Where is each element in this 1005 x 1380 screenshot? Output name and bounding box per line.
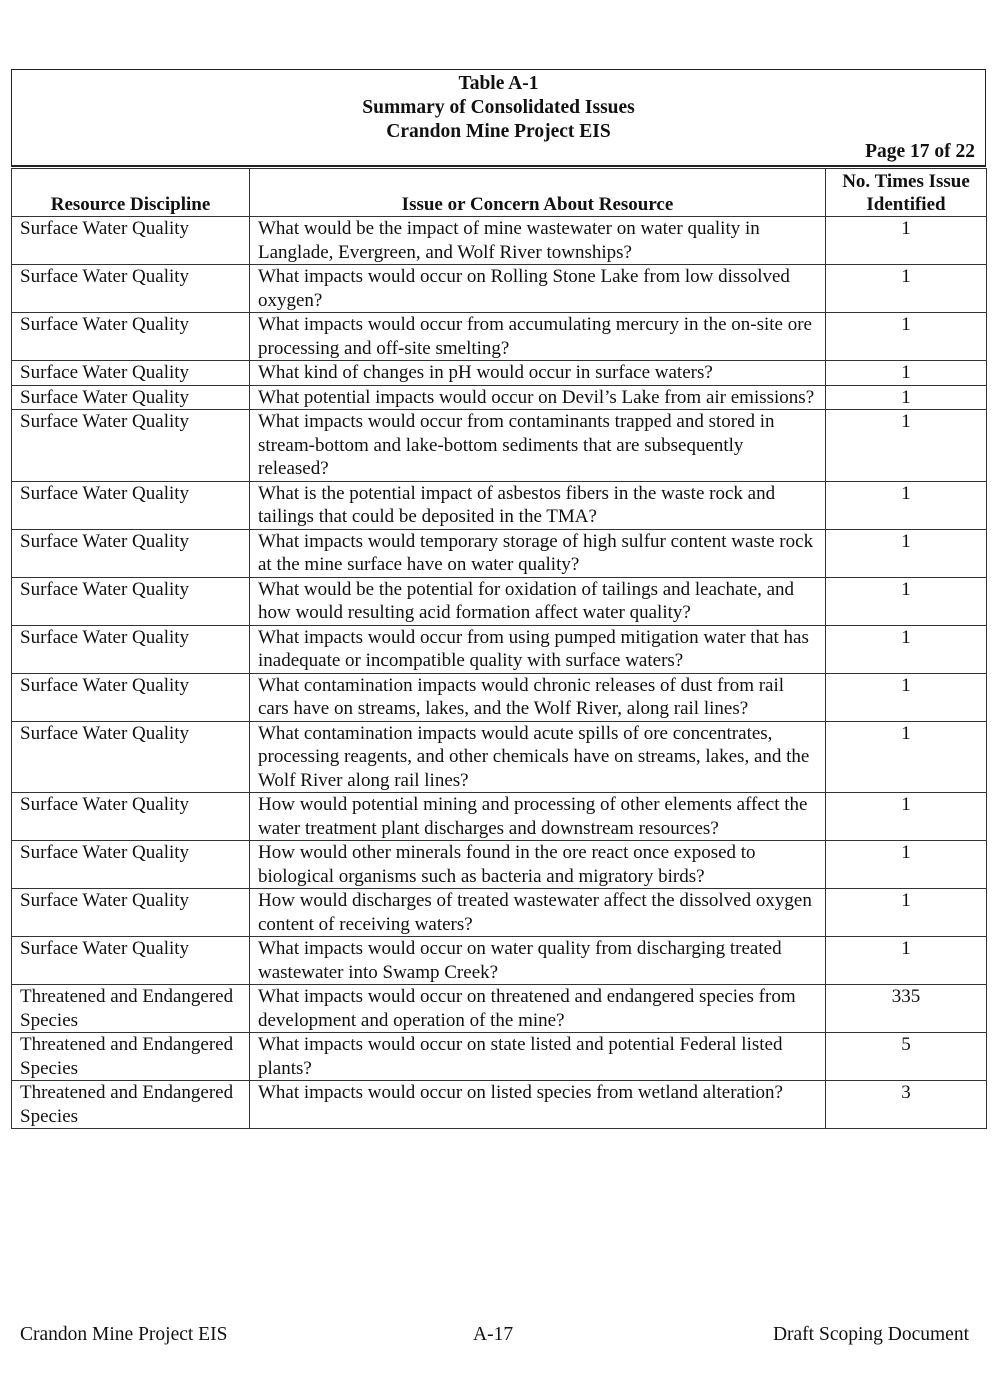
column-header-issue: Issue or Concern About Resource bbox=[250, 169, 826, 217]
table-row bbox=[12, 721, 987, 793]
footer-document-name: Crandon Mine Project EIS bbox=[20, 1324, 228, 1345]
column-header-count-line1: No. Times Issue bbox=[842, 171, 970, 192]
issue-cell: What impacts would occur on Rolling Stone Lake from low dissolved oxygen? bbox=[250, 265, 826, 313]
resource-cell: Surface Water Quality bbox=[12, 841, 250, 889]
title-line-table-number: Table A-1 bbox=[458, 73, 539, 94]
count-cell: 1 bbox=[826, 313, 987, 361]
count-cell: 1 bbox=[826, 481, 987, 529]
resource-cell: Surface Water Quality bbox=[12, 529, 250, 577]
resource-cell: Surface Water Quality bbox=[12, 577, 250, 625]
resource-cell: Surface Water Quality bbox=[12, 217, 250, 265]
table-row bbox=[12, 1033, 987, 1081]
table-row bbox=[12, 673, 987, 721]
resource-cell: Surface Water Quality bbox=[12, 937, 250, 985]
issue-cell: How would other minerals found in the ore react once exposed to biological organisms such as bacteria and migratory birds? bbox=[250, 841, 826, 889]
resource-cell: Surface Water Quality bbox=[12, 313, 250, 361]
title-line-project: Crandon Mine Project EIS bbox=[386, 121, 611, 142]
table-row bbox=[12, 793, 987, 841]
count-cell: 3 bbox=[826, 1081, 987, 1129]
count-cell: 1 bbox=[826, 265, 987, 313]
column-header-resource: Resource Discipline bbox=[12, 169, 250, 217]
count-cell: 1 bbox=[826, 673, 987, 721]
count-cell: 1 bbox=[826, 410, 987, 482]
table-row bbox=[12, 481, 987, 529]
table-header-row bbox=[12, 169, 987, 217]
count-cell: 1 bbox=[826, 937, 987, 985]
table-row bbox=[12, 265, 987, 313]
count-cell: 1 bbox=[826, 385, 987, 410]
table-row bbox=[12, 529, 987, 577]
table-row bbox=[12, 410, 987, 482]
table-title-box bbox=[11, 69, 986, 167]
title-line-summary: Summary of Consolidated Issues bbox=[362, 97, 635, 118]
issues-table bbox=[11, 168, 987, 1129]
count-cell: 1 bbox=[826, 889, 987, 937]
issue-cell: What kind of changes in pH would occur in surface waters? bbox=[250, 361, 826, 386]
resource-cell: Threatened and Endangered Species bbox=[12, 1033, 250, 1081]
count-cell: 1 bbox=[826, 793, 987, 841]
table-row bbox=[12, 361, 987, 386]
table-row bbox=[12, 625, 987, 673]
count-cell: 1 bbox=[826, 721, 987, 793]
issue-cell: What impacts would occur from contaminants trapped and stored in stream-bottom and lake-bottom sediments that are subsequently released? bbox=[250, 410, 826, 482]
issue-cell: How would potential mining and processing of other elements affect the water treatment plant discharges and downstream resources? bbox=[250, 793, 826, 841]
table-row bbox=[12, 937, 987, 985]
footer-document-type: Draft Scoping Document bbox=[772, 1324, 969, 1345]
resource-cell: Surface Water Quality bbox=[12, 361, 250, 386]
table-row bbox=[12, 313, 987, 361]
issue-cell: What impacts would temporary storage of high sulfur content waste rock at the mine surface have on water quality? bbox=[250, 529, 826, 577]
page-label: Page 17 of 22 bbox=[865, 141, 975, 162]
table-row bbox=[12, 385, 987, 410]
count-cell: 1 bbox=[826, 625, 987, 673]
table-row bbox=[12, 1081, 987, 1129]
issue-cell: What potential impacts would occur on Devil’s Lake from air emissions? bbox=[250, 385, 826, 410]
resource-cell: Surface Water Quality bbox=[12, 385, 250, 410]
table-row bbox=[12, 985, 987, 1033]
count-cell: 5 bbox=[826, 1033, 987, 1081]
issue-cell: What impacts would occur from using pumped mitigation water that has inadequate or incompatible quality with surface waters? bbox=[250, 625, 826, 673]
column-header-count bbox=[826, 169, 987, 217]
resource-cell: Surface Water Quality bbox=[12, 673, 250, 721]
table-row bbox=[12, 841, 987, 889]
resource-cell: Threatened and Endangered Species bbox=[12, 985, 250, 1033]
count-cell: 335 bbox=[826, 985, 987, 1033]
table-body bbox=[12, 217, 987, 1129]
table-row bbox=[12, 577, 987, 625]
table-row bbox=[12, 217, 987, 265]
issue-cell: What would be the potential for oxidation of tailings and leachate, and how would resulting acid formation affect water quality? bbox=[250, 577, 826, 625]
table-title bbox=[12, 72, 985, 144]
resource-cell: Surface Water Quality bbox=[12, 265, 250, 313]
column-header-count-line2: Identified bbox=[866, 194, 946, 215]
resource-cell: Surface Water Quality bbox=[12, 410, 250, 482]
issue-cell: What contamination impacts would chronic releases of dust from rail cars have on streams, lakes, and the Wolf River, along rail lines? bbox=[250, 673, 826, 721]
resource-cell: Surface Water Quality bbox=[12, 721, 250, 793]
issue-cell: What impacts would occur from accumulating mercury in the on-site ore processing and off-site smelting? bbox=[250, 313, 826, 361]
issue-cell: What contamination impacts would acute spills of ore concentrates, processing reagents, and other chemicals have on streams, lakes, and the Wolf River along rail lines? bbox=[250, 721, 826, 793]
resource-cell: Surface Water Quality bbox=[12, 889, 250, 937]
issue-cell: What impacts would occur on water quality from discharging treated wastewater into Swamp Creek? bbox=[250, 937, 826, 985]
issue-cell: What impacts would occur on state listed and potential Federal listed plants? bbox=[250, 1033, 826, 1081]
count-cell: 1 bbox=[826, 217, 987, 265]
issue-cell: What impacts would occur on listed species from wetland alteration? bbox=[250, 1081, 826, 1129]
table-row bbox=[12, 889, 987, 937]
resource-cell: Threatened and Endangered Species bbox=[12, 1081, 250, 1129]
resource-cell: Surface Water Quality bbox=[12, 793, 250, 841]
issue-cell: How would discharges of treated wastewater affect the dissolved oxygen content of receiving waters? bbox=[250, 889, 826, 937]
issue-cell: What impacts would occur on threatened and endangered species from development and operation of the mine? bbox=[250, 985, 826, 1033]
count-cell: 1 bbox=[826, 841, 987, 889]
issue-cell: What is the potential impact of asbestos fibers in the waste rock and tailings that could be deposited in the TMA? bbox=[250, 481, 826, 529]
count-cell: 1 bbox=[826, 529, 987, 577]
resource-cell: Surface Water Quality bbox=[12, 625, 250, 673]
resource-cell: Surface Water Quality bbox=[12, 481, 250, 529]
count-cell: 1 bbox=[826, 577, 987, 625]
issue-cell: What would be the impact of mine wastewater on water quality in Langlade, Evergreen, and Wolf River townships? bbox=[250, 217, 826, 265]
footer-page-number: A-17 bbox=[473, 1324, 514, 1345]
count-cell: 1 bbox=[826, 361, 987, 386]
